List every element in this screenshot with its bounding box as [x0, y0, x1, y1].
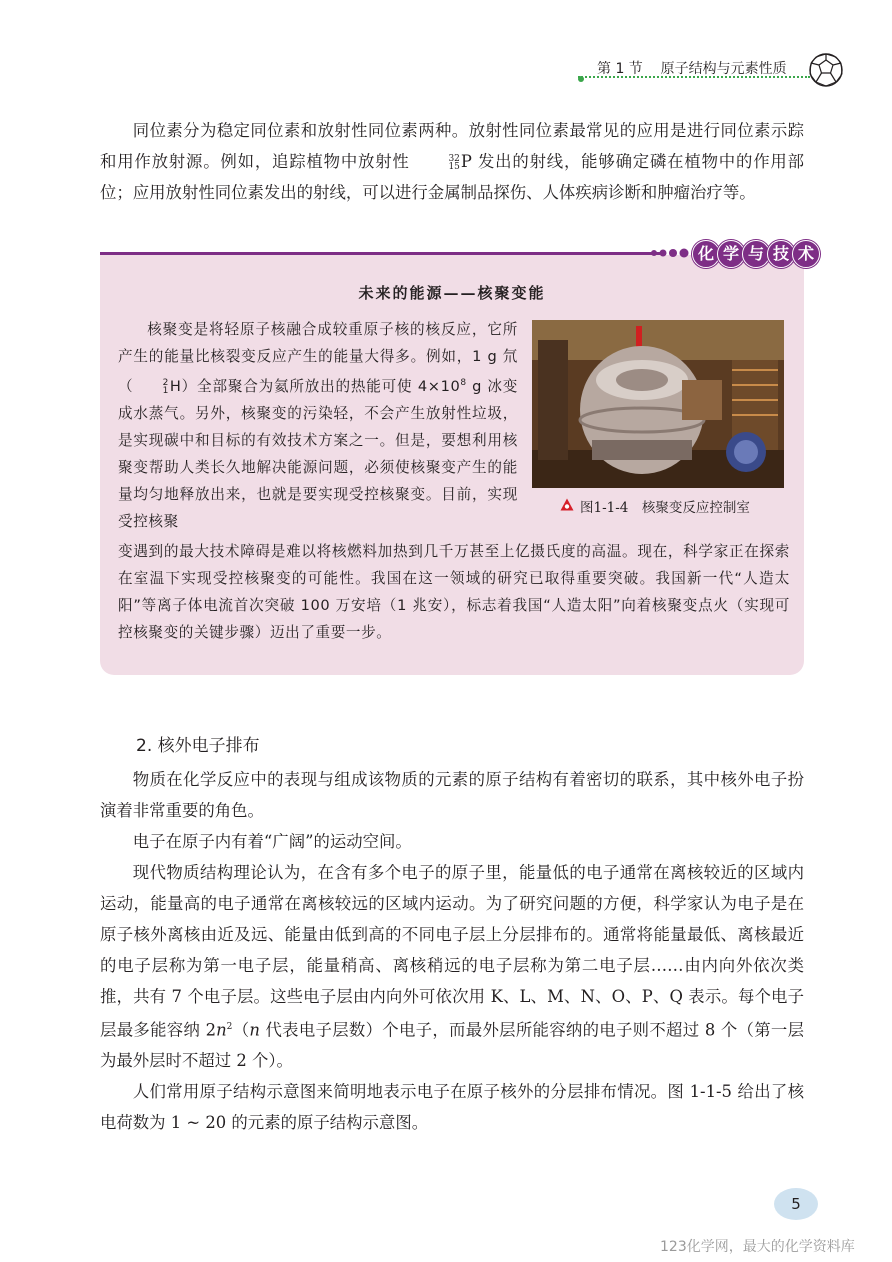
intro-paragraph: 同位素分为稳定同位素和放射性同位素两种。放射性同位素最常见的应用是进行同位素示踪和用作放射源。例如，追踪植物中放射性 32 15P 发出的射线，能够确定磷在植物中的作用部位；应用放射性同位素发出的射线，可以进行金属制品探伤、人体疾病诊断和肿瘤治疗等。 [100, 121, 804, 202]
isotope-notation: 32 15 [448, 153, 460, 172]
badge-char: 术 [792, 240, 820, 268]
header-rule-dot [578, 76, 584, 82]
box-paragraph-continued: 变遇到的最大技术障碍是难以将核燃料加热到几千万甚至上亿摄氏度的高温。现在，科学家正在探索在室温下实现受控核聚变的可能性。我国在这一领域的研究已取得重要突破。我国新一代“人造太阳”等离子体电流首次突破 100 万安培（1 兆安），标志着我国“人造太阳”向着核聚变点火（实现可控核聚变的关键步骤）迈出了重要一步。 [118, 543, 790, 641]
box-paragraph: 核聚变是将轻原子核融合成较重原子核的核反应，它所产生的能量比核裂变反应产生的能量大得多。例如，1 g 氘（ 2 1H）全部聚合为氦所放出的热能可使 $4\times 10^8$ g 冰变成水蒸气。另外，核聚变的污染轻，不会产生放射性垃圾，是实现碳中和目标的有效技术方案之一。但是，要想利用核聚变帮助人类长久地解决能源问题，必须使核聚变产生的能量均匀地释放出来，也就是要实现受控核聚变。目前，实现受控核聚 [118, 321, 518, 530]
box-top-rule [100, 252, 660, 255]
triangle-marker-icon [560, 498, 574, 511]
badge-char: 技 [767, 240, 795, 268]
isotope-notation: 2 1 [162, 377, 169, 396]
section-title: 原子结构与元素性质 [660, 61, 787, 77]
paragraph: 电子在原子内有着“广阔”的运动空间。 [132, 832, 412, 851]
page-number: 5 [774, 1188, 818, 1220]
section-heading: 2. 核外电子排布 [136, 736, 260, 756]
badge-char: 与 [742, 240, 770, 268]
section-number: 第 1 节 [597, 61, 643, 77]
fusion-reactor-photo [532, 320, 784, 488]
paragraph: 现代物质结构理论认为，在含有多个电子的原子里，能量低的电子通常在离核较近的区域内运动，能量高的电子通常在离核较远的区域内运动。为了研究问题的方便，科学家认为电子是在原子核外离核由近及远、能量由低到高的不同电子层上分层排布的。通常将能量最低、离核最近的电子层称为第一电子层，能量稍高、离核稍远的电子层称为第二电子层……由内向外依次类推，共有 7 个电子层。这些电子层由内向外可依次用 K、L、M、N、O、P、Q 表示。每个电子层最多能容纳 $2n^2(n$ 代表电子层数）个电子，而最外层所能容纳的电子则不超过 8 个（第一层为最外层时不超过 2 个）。 [100, 863, 805, 1071]
paragraph: 物质在化学反应中的表现与组成该物质的元素的原子结构有着密切的联系，其中核外电子扮演着非常重要的角色。 [100, 770, 804, 820]
box-title: 未来的能源——核聚变能 [358, 284, 546, 302]
paragraph: 人们常用原子结构示意图来简明地表示电子在原子核外的分层排布情况。图 1-1-5 给出了核电荷数为 1 ~ 20 的元素的原子结构示意图。 [100, 1082, 804, 1133]
running-title [597, 58, 787, 78]
watermark-text: 123化学网，最大的化学资料库 [660, 1239, 855, 1255]
badge-char: 化 [692, 240, 720, 268]
fullerene-ball-icon [808, 52, 844, 88]
box-text-left [118, 316, 518, 535]
badge-char: 学 [717, 240, 745, 268]
figure-caption: 图1-1-4 核聚变反应控制室 [580, 500, 750, 516]
section-body [100, 764, 804, 1138]
box-text-full [118, 538, 790, 646]
intro-section [100, 115, 804, 208]
